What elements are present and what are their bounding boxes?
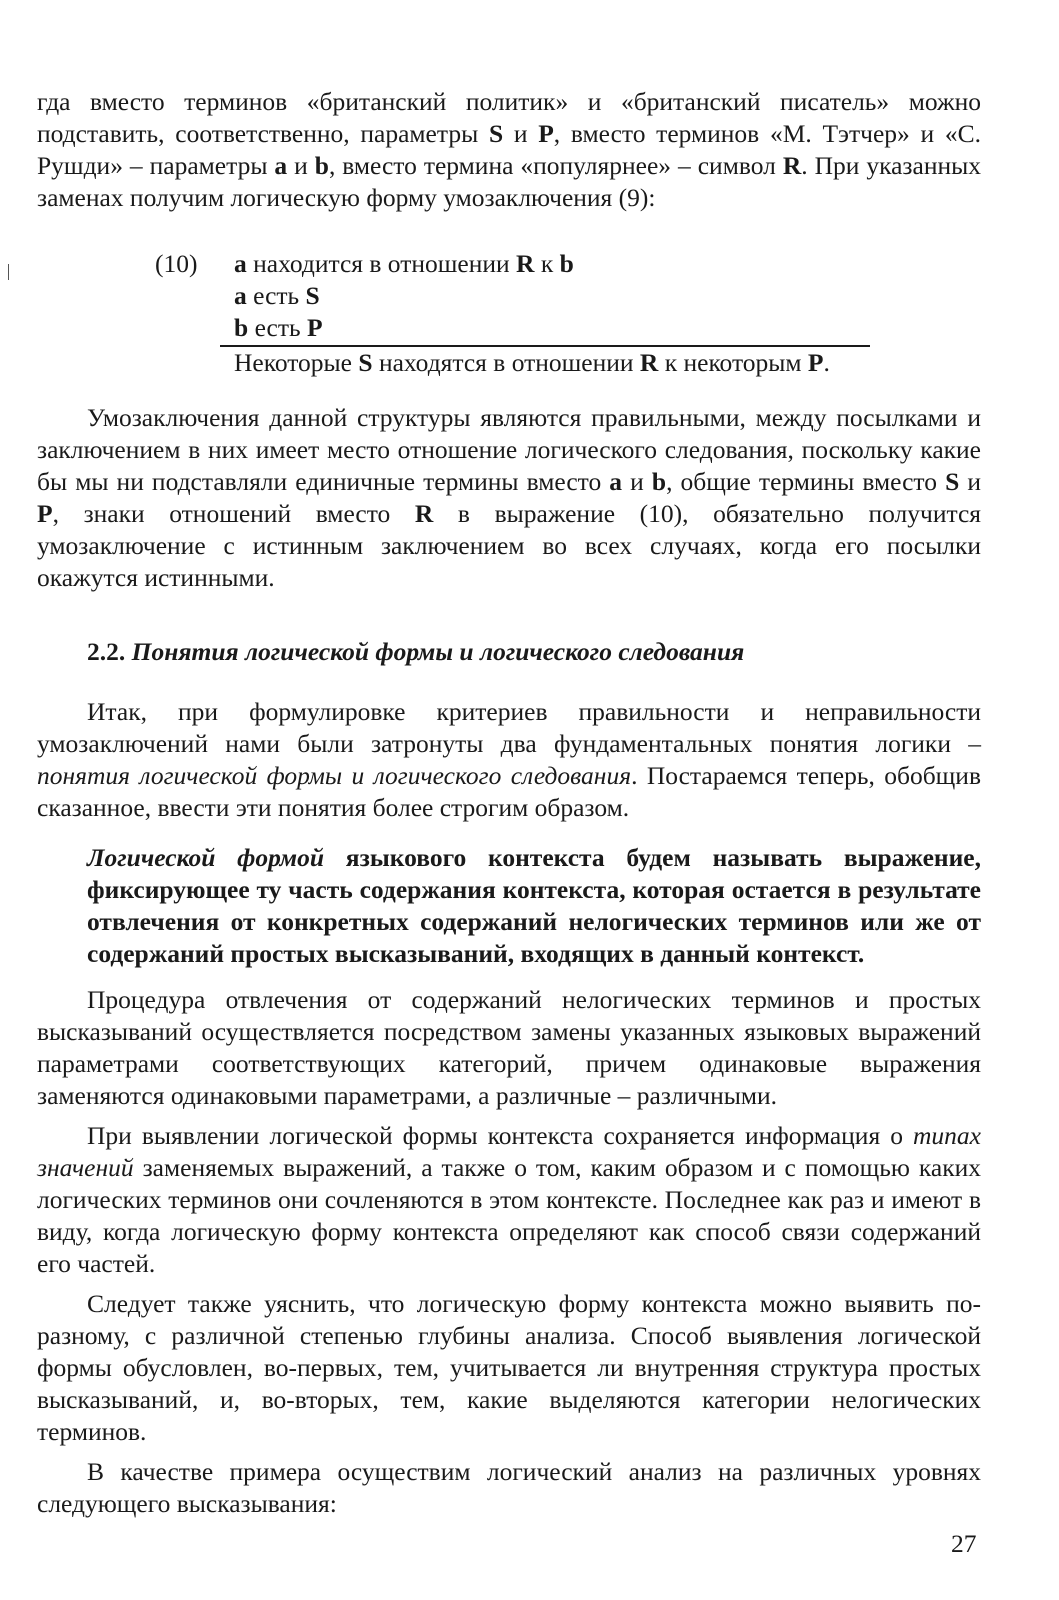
- paragraph-4: Процедура отвлечения от содержаний нелогических терминов и простых высказываний осуществляется посредством замены указанных языковых выражений параметрами соответствующих категорий, причем одинаковые выражения заменяются одинаковыми параметрами, а различные – различными.: [37, 985, 981, 1110]
- formula-10: [37, 248, 981, 380]
- formula-premises: [234, 248, 574, 344]
- margin-mark: [8, 264, 9, 280]
- paragraph-1: гда вместо терминов «британский политик» и «британский писатель» можно подставить, соответственно, параметры S и P, вместо терминов «М. Тэтчер» и «С. Рушди» – параметры a и b, вместо термина «популярнее» – символ R. При указанных заменах получим логическую форму умозаключения (9):: [37, 87, 981, 212]
- premise-1: a находится в отношении R к b: [234, 249, 574, 278]
- paragraph-2: Умозаключения данной структуры являются правильными, между посылками и заключением в них имеет место отношение логического следования, поскольку какие бы мы ни подставляли единичные термины вместо a и b, общие термины вместо S и P, знаки отношений вместо R в выражение (10), обязательно получится умозаключение с истинным заключением во всех случаях, когда его посылки окажутся истинными.: [37, 403, 981, 592]
- page-body: [37, 86, 981, 1520]
- definition-logical-form: Логической формой языкового контекста будем называть выражение, фиксирующее ту часть содержания контекста, которая остается в результате отвлечения от конкретных содержаний нелогических терминов или же от содержаний простых высказываний, входящих в данный контекст.: [87, 843, 981, 968]
- section-title: Понятия логической формы и логического следования: [131, 637, 745, 666]
- paragraph-6: Следует также уяснить, что логическую форму контекста можно выявить по-разному, с различной степенью глубины анализа. Способ выявления логической формы обусловлен, во-первых, тем, учитывается ли внутренняя структура простых высказываний, и, во-вторых, тем, какие выделяются категории нелогических терминов.: [37, 1289, 981, 1446]
- conclusion: Некоторые S находятся в отношении R к некоторым P.: [234, 348, 830, 377]
- paragraph-3: Итак, при формулировке критериев правильности и неправильности умозаключений нами были затронуты два фундаментальных понятия логики – понятия логической формы и логического следования. Постараемся теперь, обобщив сказанное, ввести эти понятия более строгим образом.: [37, 697, 981, 822]
- section-number: 2.2.: [87, 637, 126, 666]
- premise-2: a есть S: [234, 281, 320, 310]
- premise-3: b есть P: [234, 313, 323, 342]
- page-number: 27: [951, 1529, 977, 1558]
- paragraph-7: В качестве примера осуществим логический анализ на различных уровнях следующего высказывания:: [37, 1457, 981, 1518]
- section-heading: [37, 636, 981, 668]
- paragraph-5: При выявлении логической формы контекста сохраняется информация о типах значений заменяемых выражений, а также о том, каким образом и с помощью каких логических терминов они сочленяются в этом контексте. Последнее как раз и имеют в виду, когда логическую форму контекста определяют как способ связи содержаний его частей.: [37, 1121, 981, 1278]
- formula-number: (10): [155, 249, 198, 278]
